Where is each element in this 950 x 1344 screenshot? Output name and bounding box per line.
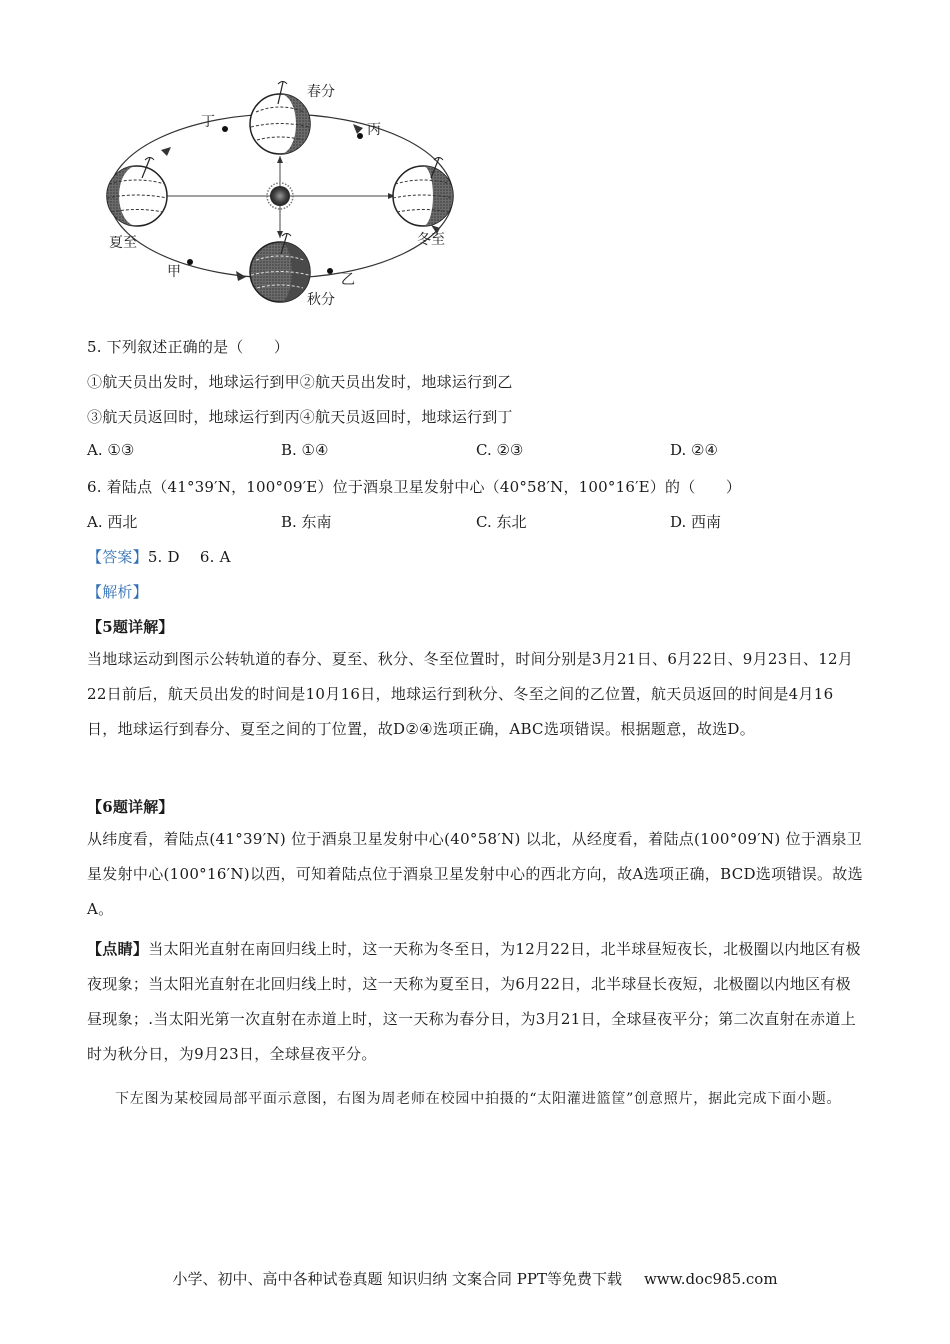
answer-line <box>87 546 231 567</box>
earth-winter-icon <box>393 158 453 227</box>
q5-option-a: A. ①③ <box>87 441 135 459</box>
sun-icon <box>267 183 293 209</box>
q5-statement-2: ③航天员返回时，地球运行到丙④航天员返回时，地球运行到丁 <box>87 408 513 426</box>
label-autumn: 秋分 <box>307 292 335 308</box>
q5-statement-1: ①航天员出发时，地球运行到甲②航天员出发时，地球运行到乙 <box>87 373 513 391</box>
answer-text: 5. D 6. A <box>147 548 231 566</box>
earth-orbit-diagram <box>95 72 470 312</box>
orbit-arrow-icon <box>353 124 363 134</box>
q6-detail-title: 【6题详解】 <box>87 798 174 816</box>
answer-label: 【答案】 <box>87 548 148 566</box>
q5-stem: 5. 下列叙述正确的是（ ） <box>87 338 290 356</box>
q6-stem: 6. 着陆点（41°39′N，100°09′E）位于酒泉卫星发射中心（40°58′N，100°16′E）的（ ） <box>87 478 742 496</box>
q6-detail-text: 从纬度看，着陆点(41°39′N) 位于酒泉卫星发射中心(40°58′N) 以北，从经度看，着陆点(100°09′N) 位于酒泉卫星发射中心(100°16′N)以西，可知着陆点位于酒泉卫星发射中心的西北方向，故A选项正确，BCD选项错误。故选A。 <box>87 830 863 918</box>
q5-option-b: B. ①④ <box>281 441 329 459</box>
q6-option-a: A. 西北 <box>87 513 138 531</box>
footer-text: 小学、初中、高中各种试卷真题 知识归纳 文案合同 PPT等免费下载 <box>172 1270 622 1288</box>
page-footer <box>0 1268 950 1289</box>
label-spring: 春分 <box>307 84 335 100</box>
position-dot-ding <box>222 126 228 132</box>
tip-block <box>87 932 863 1072</box>
label-bing: 丙 <box>367 122 381 138</box>
q5-detail-title: 【5题详解】 <box>87 618 174 636</box>
label-ding: 丁 <box>201 114 215 130</box>
q5-detail-text: 当地球运动到图示公转轨道的春分、夏至、秋分、冬至位置时，时间分别是3月21日、6月22日、9月23日、12月22日前后，航天员出发的时间是10月16日，地球运行到秋分、冬至之间的乙位置，航天员返回的时间是4月16日，地球运行到春分、夏至之间的丁位置，故D②④选项正确，ABC选项错误。根据题意，故选D。 <box>87 650 854 738</box>
analysis-label: 【解析】 <box>87 583 148 601</box>
q6-option-c: C. 东北 <box>476 513 527 531</box>
position-dot-jia <box>187 259 193 265</box>
orbit-arrow-icon <box>161 147 171 156</box>
label-summer: 夏至 <box>109 235 137 251</box>
earth-autumn-icon <box>250 234 310 303</box>
label-jia: 甲 <box>167 264 181 280</box>
label-yi: 乙 <box>341 272 355 288</box>
tip-label: 【点睛】 <box>87 940 149 958</box>
label-winter: 冬至 <box>417 232 445 248</box>
q6-option-d: D. 西南 <box>670 513 722 531</box>
q5-option-d: D. ②④ <box>670 441 718 459</box>
next-question-intro: 下左图为某校园局部平面示意图，右图为周老师在校园中拍摄的“太阳灌进篮筐”创意照片，据此完成下面小题。 <box>115 1091 842 1107</box>
earth-spring-icon <box>250 82 310 155</box>
tip-text: 当太阳光直射在南回归线上时，这一天称为冬至日，为12月22日，北半球昼短夜长，北极圈以内地区有极夜现象；当太阳光直射在北回归线上时，这一天称为夏至日，为6月22日，北半球昼长夜短，北极圈以内地区有极昼现象；.当太阳光第一次直射在赤道上时，这一天称为春分日，为3月21日，全球昼夜平分；第二次直射在赤道上时为秋分日，为9月23日，全球昼夜平分。 <box>87 940 861 1063</box>
footer-url[interactable]: www.doc985.com <box>643 1270 778 1288</box>
earth-summer-icon <box>107 158 167 227</box>
q5-option-c: C. ②③ <box>476 441 524 459</box>
position-dot-bing <box>357 133 363 139</box>
q6-option-b: B. 东南 <box>281 513 332 531</box>
position-dot-yi <box>327 268 333 274</box>
